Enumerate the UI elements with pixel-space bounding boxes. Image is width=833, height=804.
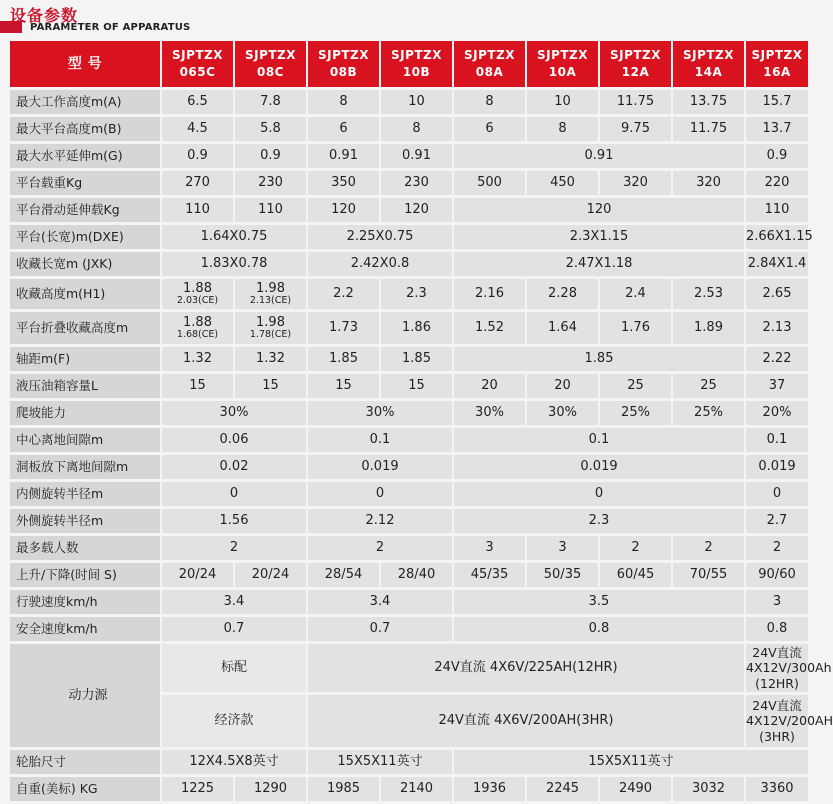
- spec-value: 0.1: [746, 428, 808, 452]
- spec-row: [10, 225, 808, 249]
- spec-value: 2.22: [746, 347, 808, 371]
- spec-value: 25%: [600, 401, 671, 425]
- spec-value: 0.019: [746, 455, 808, 479]
- spec-value: [235, 279, 306, 309]
- spec-row: [10, 482, 808, 506]
- model-series: SJPTZX: [317, 48, 370, 63]
- spec-value: 0.91: [381, 144, 452, 168]
- spec-value: 9.75: [600, 117, 671, 141]
- spec-value: 2.2: [308, 279, 379, 309]
- model-header-cell: [746, 41, 808, 87]
- model-code: 08A: [475, 65, 504, 79]
- model-header-cell: [673, 41, 744, 87]
- spec-value: 20%: [746, 401, 808, 425]
- spec-value: 0.7: [162, 617, 306, 641]
- spec-value: 0: [454, 482, 744, 506]
- spec-value: 2.7: [746, 509, 808, 533]
- spec-value: 7.8: [235, 90, 306, 114]
- spec-label: 轴距m(F): [10, 347, 160, 371]
- model-header-cell: [454, 41, 525, 87]
- model-series: SJPTZX: [390, 48, 443, 63]
- spec-row: [10, 312, 808, 344]
- weight-value: 1225: [162, 777, 233, 801]
- spec-value: 0.9: [235, 144, 306, 168]
- spec-value: 10: [527, 90, 598, 114]
- spec-value: 25%: [673, 401, 744, 425]
- spec-value: 0.8: [746, 617, 808, 641]
- spec-value: 0.019: [308, 455, 452, 479]
- model-header-label: 型 号: [10, 41, 160, 87]
- power-economy-label: 经济款: [162, 695, 306, 747]
- model-code: 065C: [179, 65, 216, 79]
- spec-value: [235, 312, 306, 344]
- model-code: 10A: [548, 65, 577, 79]
- spec-value: 500: [454, 171, 525, 195]
- model-code: 16A: [763, 65, 791, 79]
- spec-value: 1.86: [381, 312, 452, 344]
- spec-value: 8: [527, 117, 598, 141]
- spec-value: 30%: [308, 401, 452, 425]
- spec-value: 1.76: [600, 312, 671, 344]
- spec-value-ce: 2.03(CE): [176, 295, 219, 307]
- spec-label: 收藏长宽m (JXK): [10, 252, 160, 276]
- spec-value: 1.32: [235, 347, 306, 371]
- spec-value: 2.13: [746, 312, 808, 344]
- tire-value: 15X5X11英寸: [454, 750, 808, 774]
- spec-value: 1.52: [454, 312, 525, 344]
- spec-value: 2.28: [527, 279, 598, 309]
- spec-value: 320: [673, 171, 744, 195]
- power-row-standard: [10, 644, 808, 692]
- spec-label: 最大水平延伸m(G): [10, 144, 160, 168]
- spec-value: 0.019: [454, 455, 744, 479]
- spec-label: 平台滑动延伸载Kg: [10, 198, 160, 222]
- spec-value: 1.89: [673, 312, 744, 344]
- spec-value: 0.91: [454, 144, 744, 168]
- spec-value-ce: 1.68(CE): [176, 329, 219, 341]
- spec-value: 2.25X0.75: [308, 225, 452, 249]
- model-code: 08B: [329, 65, 358, 79]
- spec-value: 8: [308, 90, 379, 114]
- spec-value: 120: [454, 198, 744, 222]
- tire-label: 轮胎尺寸: [10, 750, 160, 774]
- spec-value: 1.56: [162, 509, 306, 533]
- spec-value: 2: [600, 536, 671, 560]
- spec-value: 30%: [454, 401, 525, 425]
- spec-label: 外侧旋转半径m: [10, 509, 160, 533]
- spec-value: 2: [673, 536, 744, 560]
- spec-value: 15: [381, 374, 452, 398]
- spec-value: 320: [600, 171, 671, 195]
- section-subtitle: PARAMETER OF APPARATUS: [30, 22, 191, 33]
- spec-row: [10, 563, 808, 587]
- spec-label: 内侧旋转半径m: [10, 482, 160, 506]
- spec-value: 13.7: [746, 117, 808, 141]
- spec-value: 2: [308, 536, 452, 560]
- spec-label: 平台载重Kg: [10, 171, 160, 195]
- spec-value: 15: [162, 374, 233, 398]
- spec-value: 28/54: [308, 563, 379, 587]
- weight-value: 2245: [527, 777, 598, 801]
- spec-value: 2.4: [600, 279, 671, 309]
- spec-value: 0.9: [746, 144, 808, 168]
- spec-value: 2.12: [308, 509, 452, 533]
- spec-value: 25: [673, 374, 744, 398]
- spec-value: 2.47X1.18: [454, 252, 744, 276]
- weight-value: 1290: [235, 777, 306, 801]
- spec-value: 1.64: [527, 312, 598, 344]
- spec-value: 15: [235, 374, 306, 398]
- model-series: SJPTZX: [244, 48, 297, 63]
- spec-value: 3.4: [162, 590, 306, 614]
- model-series: SJPTZX: [751, 48, 803, 63]
- spec-value: 6: [454, 117, 525, 141]
- spec-value-ce: 1.78(CE): [249, 329, 292, 341]
- spec-value: 0.91: [308, 144, 379, 168]
- spec-value: 0.06: [162, 428, 306, 452]
- spec-value-ce: 2.13(CE): [249, 295, 292, 307]
- model-series: SJPTZX: [682, 48, 735, 63]
- spec-value: 2.53: [673, 279, 744, 309]
- model-header-cell: [162, 41, 233, 87]
- spec-row: [10, 279, 808, 309]
- section-title: 设备参数: [10, 6, 79, 25]
- spec-table: [8, 38, 833, 804]
- tire-value: 12X4.5X8英寸: [162, 750, 306, 774]
- spec-label: 平台(长宽)m(DXE): [10, 225, 160, 249]
- model-code: 12A: [621, 65, 650, 79]
- spec-value: [162, 312, 233, 344]
- spec-value: 30%: [162, 401, 306, 425]
- spec-value: 1.32: [162, 347, 233, 371]
- spec-value: 25: [600, 374, 671, 398]
- spec-value: 2.84X1.4: [746, 252, 808, 276]
- power-standard-label: 标配: [162, 644, 306, 692]
- spec-label: 行驶速度km/h: [10, 590, 160, 614]
- spec-row: [10, 117, 808, 141]
- spec-value: 3: [527, 536, 598, 560]
- spec-value: 350: [308, 171, 379, 195]
- tire-value: 15X5X11英寸: [308, 750, 452, 774]
- model-series: SJPTZX: [536, 48, 589, 63]
- spec-row: [10, 90, 808, 114]
- spec-value: 2.3X1.15: [454, 225, 744, 249]
- weight-value: 3360: [746, 777, 808, 801]
- spec-value: 1.85: [381, 347, 452, 371]
- spec-value: 4.5: [162, 117, 233, 141]
- spec-value: 1.85: [308, 347, 379, 371]
- weight-value: 1985: [308, 777, 379, 801]
- model-code: 08C: [256, 65, 284, 79]
- model-series: SJPTZX: [171, 48, 224, 63]
- model-header-cell: [308, 41, 379, 87]
- spec-value: 0.8: [454, 617, 744, 641]
- spec-row: [10, 455, 808, 479]
- spec-label: 最大平台高度m(B): [10, 117, 160, 141]
- spec-value-main: 1.88: [183, 280, 212, 296]
- power-economy-main: 24V直流 4X6V/200AH(3HR): [308, 695, 744, 747]
- spec-label: 液压油箱容量L: [10, 374, 160, 398]
- spec-value: 2.16: [454, 279, 525, 309]
- header-row: [10, 41, 808, 87]
- spec-value: 20/24: [162, 563, 233, 587]
- spec-value: 45/35: [454, 563, 525, 587]
- spec-value: 30%: [527, 401, 598, 425]
- model-code: 14A: [694, 65, 723, 79]
- spec-row: [10, 374, 808, 398]
- spec-value: 20/24: [235, 563, 306, 587]
- weight-value: 1936: [454, 777, 525, 801]
- spec-value: 450: [527, 171, 598, 195]
- spec-value: 70/55: [673, 563, 744, 587]
- spec-row: [10, 144, 808, 168]
- spec-value: 110: [746, 198, 808, 222]
- power-standard-main: 24V直流 4X6V/225AH(12HR): [308, 644, 744, 692]
- spec-value: 37: [746, 374, 808, 398]
- spec-value: 20: [454, 374, 525, 398]
- spec-value: 2: [162, 536, 306, 560]
- spec-value: 6: [308, 117, 379, 141]
- spec-value: 0: [746, 482, 808, 506]
- spec-row: [10, 428, 808, 452]
- spec-value: 15: [308, 374, 379, 398]
- spec-label: 收藏高度m(H1): [10, 279, 160, 309]
- spec-value: 230: [381, 171, 452, 195]
- model-header-cell: [381, 41, 452, 87]
- spec-row: [10, 171, 808, 195]
- spec-value: 110: [162, 198, 233, 222]
- spec-value: 2.3: [381, 279, 452, 309]
- spec-label: 洞板放下离地间隙m: [10, 455, 160, 479]
- spec-value: 10: [381, 90, 452, 114]
- spec-row: [10, 401, 808, 425]
- spec-value: 0: [162, 482, 306, 506]
- spec-label: 平台折叠收藏高度m: [10, 312, 160, 344]
- spec-row: [10, 590, 808, 614]
- spec-value-main: 1.98: [256, 314, 285, 330]
- spec-value: 15.7: [746, 90, 808, 114]
- spec-label: 最大工作高度m(A): [10, 90, 160, 114]
- weight-value: 2140: [381, 777, 452, 801]
- spec-value: 8: [381, 117, 452, 141]
- weight-label: 自重(美标) KG: [10, 777, 160, 801]
- weight-row: [10, 777, 808, 801]
- spec-value: 8: [454, 90, 525, 114]
- spec-row: [10, 347, 808, 371]
- spec-value: 50/35: [527, 563, 598, 587]
- spec-value: 60/45: [600, 563, 671, 587]
- spec-value: 270: [162, 171, 233, 195]
- spec-value: 1.83X0.78: [162, 252, 306, 276]
- spec-value: 230: [235, 171, 306, 195]
- spec-label: 安全速度km/h: [10, 617, 160, 641]
- weight-value: 2490: [600, 777, 671, 801]
- spec-value: 11.75: [600, 90, 671, 114]
- model-header-cell: [527, 41, 598, 87]
- spec-value: 11.75: [673, 117, 744, 141]
- spec-row: [10, 252, 808, 276]
- spec-value: 28/40: [381, 563, 452, 587]
- spec-value: 2.65: [746, 279, 808, 309]
- spec-value: 2: [746, 536, 808, 560]
- spec-row: [10, 536, 808, 560]
- spec-value: 6.5: [162, 90, 233, 114]
- spec-row: [10, 617, 808, 641]
- spec-value: [162, 279, 233, 309]
- spec-value: 120: [308, 198, 379, 222]
- spec-value: 0.1: [454, 428, 744, 452]
- spec-row: [10, 198, 808, 222]
- spec-value: 0.02: [162, 455, 306, 479]
- power-standard-16a: 24V直流 4X12V/300Ah (12HR): [746, 644, 832, 691]
- spec-value: 1.64X0.75: [162, 225, 306, 249]
- weight-value: 3032: [673, 777, 744, 801]
- spec-value: 2.3: [454, 509, 744, 533]
- spec-value: 120: [381, 198, 452, 222]
- spec-label: 爬坡能力: [10, 401, 160, 425]
- spec-value: 3.4: [308, 590, 452, 614]
- spec-value: 0: [308, 482, 452, 506]
- spec-value: 0.7: [308, 617, 452, 641]
- spec-value: 3.5: [454, 590, 744, 614]
- spec-value: 3: [746, 590, 808, 614]
- spec-label: 最多载人数: [10, 536, 160, 560]
- model-header-cell: [600, 41, 671, 87]
- spec-value: 220: [746, 171, 808, 195]
- spec-value-main: 1.98: [256, 280, 285, 296]
- spec-value: 0.1: [308, 428, 452, 452]
- spec-value: 110: [235, 198, 306, 222]
- spec-value: 90/60: [746, 563, 808, 587]
- model-series: SJPTZX: [463, 48, 516, 63]
- spec-value: 20: [527, 374, 598, 398]
- spec-value: 1.73: [308, 312, 379, 344]
- spec-value: 1.85: [454, 347, 744, 371]
- spec-value: 2.66X1.15: [746, 225, 808, 249]
- spec-value: 3: [454, 536, 525, 560]
- spec-row: [10, 509, 808, 533]
- spec-value-main: 1.88: [183, 314, 212, 330]
- spec-value: 13.75: [673, 90, 744, 114]
- tire-row: [10, 750, 808, 774]
- spec-label: 上升/下降(时间 S): [10, 563, 160, 587]
- spec-value: 2.42X0.8: [308, 252, 452, 276]
- spec-value: 0.9: [162, 144, 233, 168]
- power-economy-16a: 24V直流 4X12V/200AH (3HR): [746, 695, 808, 747]
- model-series: SJPTZX: [609, 48, 662, 63]
- spec-value: 5.8: [235, 117, 306, 141]
- model-code: 10B: [402, 65, 431, 79]
- model-header-cell: [235, 41, 306, 87]
- power-label: 动力源: [10, 644, 160, 747]
- spec-label: 中心离地间隙m: [10, 428, 160, 452]
